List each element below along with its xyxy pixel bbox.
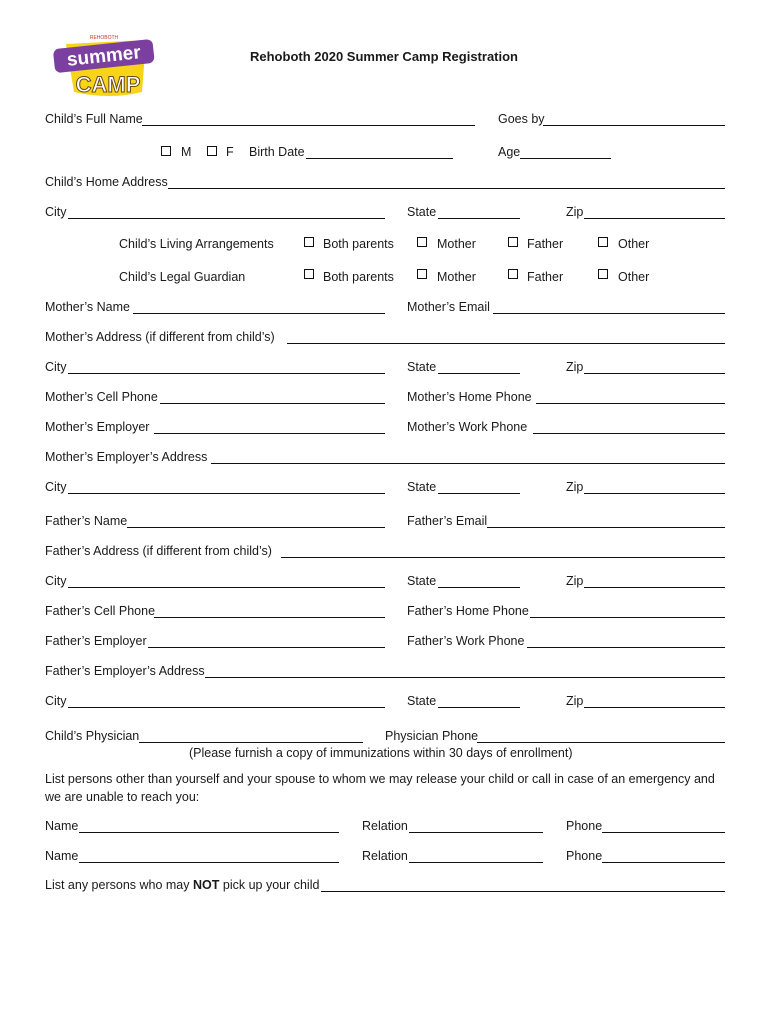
fathers-employer-field[interactable] xyxy=(148,647,385,648)
child-zip-field[interactable] xyxy=(584,218,725,219)
contact1-name-field[interactable] xyxy=(79,832,339,833)
father-employer-zip-label: Zip xyxy=(566,694,584,708)
living-arrangements-label: Child’s Living Arrangements xyxy=(119,237,274,251)
summer-camp-logo xyxy=(50,30,158,100)
contact1-phone-field[interactable] xyxy=(602,832,725,833)
not-pickup-pre: List any persons who may xyxy=(45,878,193,892)
mother-state-field[interactable] xyxy=(438,373,520,374)
fathers-cell-field[interactable] xyxy=(154,617,385,618)
mother-employer-city-label: City xyxy=(45,480,67,494)
age-field[interactable] xyxy=(520,158,611,159)
father-employer-state-label: State xyxy=(407,694,437,708)
gender-m-label: M xyxy=(181,145,192,159)
not-pickup-bold: NOT xyxy=(193,878,220,892)
mothers-employer-address-label: Mother’s Employer’s Address xyxy=(45,450,208,464)
mothers-email-field[interactable] xyxy=(493,313,725,314)
childs-full-name-label: Child’s Full Name xyxy=(45,112,143,126)
contact1-phone-label: Phone xyxy=(566,819,603,833)
emergency-intro-line2: we are unable to reach you: xyxy=(45,790,200,804)
fathers-work-field[interactable] xyxy=(527,647,725,648)
mothers-work-label: Mother’s Work Phone xyxy=(407,420,528,434)
goes-by-field[interactable] xyxy=(543,125,725,126)
mothers-cell-label: Mother’s Cell Phone xyxy=(45,390,158,404)
mother-employer-zip-label: Zip xyxy=(566,480,584,494)
living-other-label: Other xyxy=(618,237,650,251)
gender-f-label: F xyxy=(226,145,234,159)
father-employer-city-label: City xyxy=(45,694,67,708)
living-father-checkbox[interactable] xyxy=(508,237,518,247)
fathers-name-field[interactable] xyxy=(127,527,385,528)
childs-full-name-field[interactable] xyxy=(142,125,475,126)
father-city-field[interactable] xyxy=(68,587,385,588)
not-pickup-post: pick up your child xyxy=(219,878,320,892)
father-state-label: State xyxy=(407,574,437,588)
mothers-name-label: Mother’s Name xyxy=(45,300,130,314)
emergency-intro-line1: List persons other than yourself and your spouse to whom we may release your child or call in case of an emergency and xyxy=(45,772,715,786)
legal-guardian-label: Child’s Legal Guardian xyxy=(119,270,246,284)
guardian-father-label: Father xyxy=(527,270,564,284)
logo-word-camp: CAMP xyxy=(75,72,141,97)
childs-home-address-label: Child’s Home Address xyxy=(45,175,168,189)
father-city-label: City xyxy=(45,574,67,588)
gender-f-checkbox[interactable] xyxy=(207,146,217,156)
form-title: Rehoboth 2020 Summer Camp Registration xyxy=(250,49,518,64)
guardian-mother-checkbox[interactable] xyxy=(417,269,427,279)
mother-city-field[interactable] xyxy=(68,373,385,374)
mothers-email-label: Mother’s Email xyxy=(407,300,490,314)
mothers-employer-address-field[interactable] xyxy=(211,463,725,464)
living-mother-checkbox[interactable] xyxy=(417,237,427,247)
fathers-email-field[interactable] xyxy=(487,527,725,528)
fathers-address-field[interactable] xyxy=(281,557,725,558)
father-state-field[interactable] xyxy=(438,587,520,588)
living-both-parents-checkbox[interactable] xyxy=(304,237,314,247)
mother-employer-state-field[interactable] xyxy=(438,493,520,494)
gender-m-checkbox[interactable] xyxy=(161,146,171,156)
living-both-parents-label: Both parents xyxy=(323,237,394,251)
physician-phone-label: Physician Phone xyxy=(385,729,479,743)
guardian-mother-label: Mother xyxy=(437,270,476,284)
mothers-employer-label: Mother’s Employer xyxy=(45,420,150,434)
fathers-home-field[interactable] xyxy=(530,617,725,618)
physician-label: Child’s Physician xyxy=(45,729,140,743)
fathers-home-label: Father’s Home Phone xyxy=(407,604,529,618)
age-label: Age xyxy=(498,145,521,159)
living-other-checkbox[interactable] xyxy=(598,237,608,247)
mother-employer-zip-field[interactable] xyxy=(584,493,725,494)
fathers-employer-address-label: Father’s Employer’s Address xyxy=(45,664,205,678)
father-employer-city-field[interactable] xyxy=(68,707,385,708)
mothers-name-field[interactable] xyxy=(133,313,385,314)
not-pickup-field[interactable] xyxy=(321,891,725,892)
mothers-home-field[interactable] xyxy=(536,403,725,404)
guardian-other-label: Other xyxy=(618,270,650,284)
mothers-employer-field[interactable] xyxy=(154,433,385,434)
father-employer-zip-field[interactable] xyxy=(584,707,725,708)
contact2-phone-field[interactable] xyxy=(602,862,725,863)
immunization-note: (Please furnish a copy of immunizations within 30 days of enrollment) xyxy=(189,746,573,760)
mother-employer-state-label: State xyxy=(407,480,437,494)
guardian-both-parents-label: Both parents xyxy=(323,270,394,284)
birth-date-field[interactable] xyxy=(306,158,453,159)
goes-by-label: Goes by xyxy=(498,112,545,126)
living-mother-label: Mother xyxy=(437,237,476,251)
mothers-address-label: Mother’s Address (if different from child’s) xyxy=(45,330,275,344)
father-zip-label: Zip xyxy=(566,574,584,588)
mothers-work-field[interactable] xyxy=(533,433,725,434)
child-zip-label: Zip xyxy=(566,205,584,219)
mothers-home-label: Mother’s Home Phone xyxy=(407,390,532,404)
fathers-name-label: Father’s Name xyxy=(45,514,128,528)
contact2-relation-field[interactable] xyxy=(409,862,543,863)
mother-state-label: State xyxy=(407,360,437,374)
childs-home-address-field[interactable] xyxy=(168,188,725,189)
father-employer-state-field[interactable] xyxy=(438,707,520,708)
logo-word-summer: summer xyxy=(65,42,142,71)
guardian-father-checkbox[interactable] xyxy=(508,269,518,279)
mothers-address-field[interactable] xyxy=(287,343,725,344)
logo-top-text: REHOBOTH xyxy=(89,35,119,41)
guardian-other-checkbox[interactable] xyxy=(598,269,608,279)
contact2-phone-label: Phone xyxy=(566,849,603,863)
father-zip-field[interactable] xyxy=(584,587,725,588)
not-pickup-label xyxy=(45,878,319,892)
physician-field[interactable] xyxy=(139,742,363,743)
mother-zip-field[interactable] xyxy=(584,373,725,374)
fathers-address-label: Father’s Address (if different from child’s) xyxy=(45,544,272,558)
guardian-both-parents-checkbox[interactable] xyxy=(304,269,314,279)
fathers-cell-label: Father’s Cell Phone xyxy=(45,604,156,618)
contact2-name-field[interactable] xyxy=(79,862,339,863)
physician-phone-field[interactable] xyxy=(477,742,725,743)
contact2-relation-label: Relation xyxy=(362,849,408,863)
fathers-employer-label: Father’s Employer xyxy=(45,634,147,648)
child-state-label: State xyxy=(407,205,437,219)
child-state-field[interactable] xyxy=(438,218,520,219)
mother-city-label: City xyxy=(45,360,67,374)
birth-date-label: Birth Date xyxy=(249,145,305,159)
mother-employer-city-field[interactable] xyxy=(68,493,385,494)
fathers-work-label: Father’s Work Phone xyxy=(407,634,525,648)
contact2-name-label: Name xyxy=(45,849,79,863)
mothers-cell-field[interactable] xyxy=(160,403,385,404)
contact1-relation-field[interactable] xyxy=(409,832,543,833)
contact1-relation-label: Relation xyxy=(362,819,408,833)
child-city-label: City xyxy=(45,205,67,219)
mother-zip-label: Zip xyxy=(566,360,584,374)
fathers-employer-address-field[interactable] xyxy=(205,677,725,678)
child-city-field[interactable] xyxy=(68,218,385,219)
fathers-email-label: Father’s Email xyxy=(407,514,488,528)
living-father-label: Father xyxy=(527,237,564,251)
contact1-name-label: Name xyxy=(45,819,79,833)
